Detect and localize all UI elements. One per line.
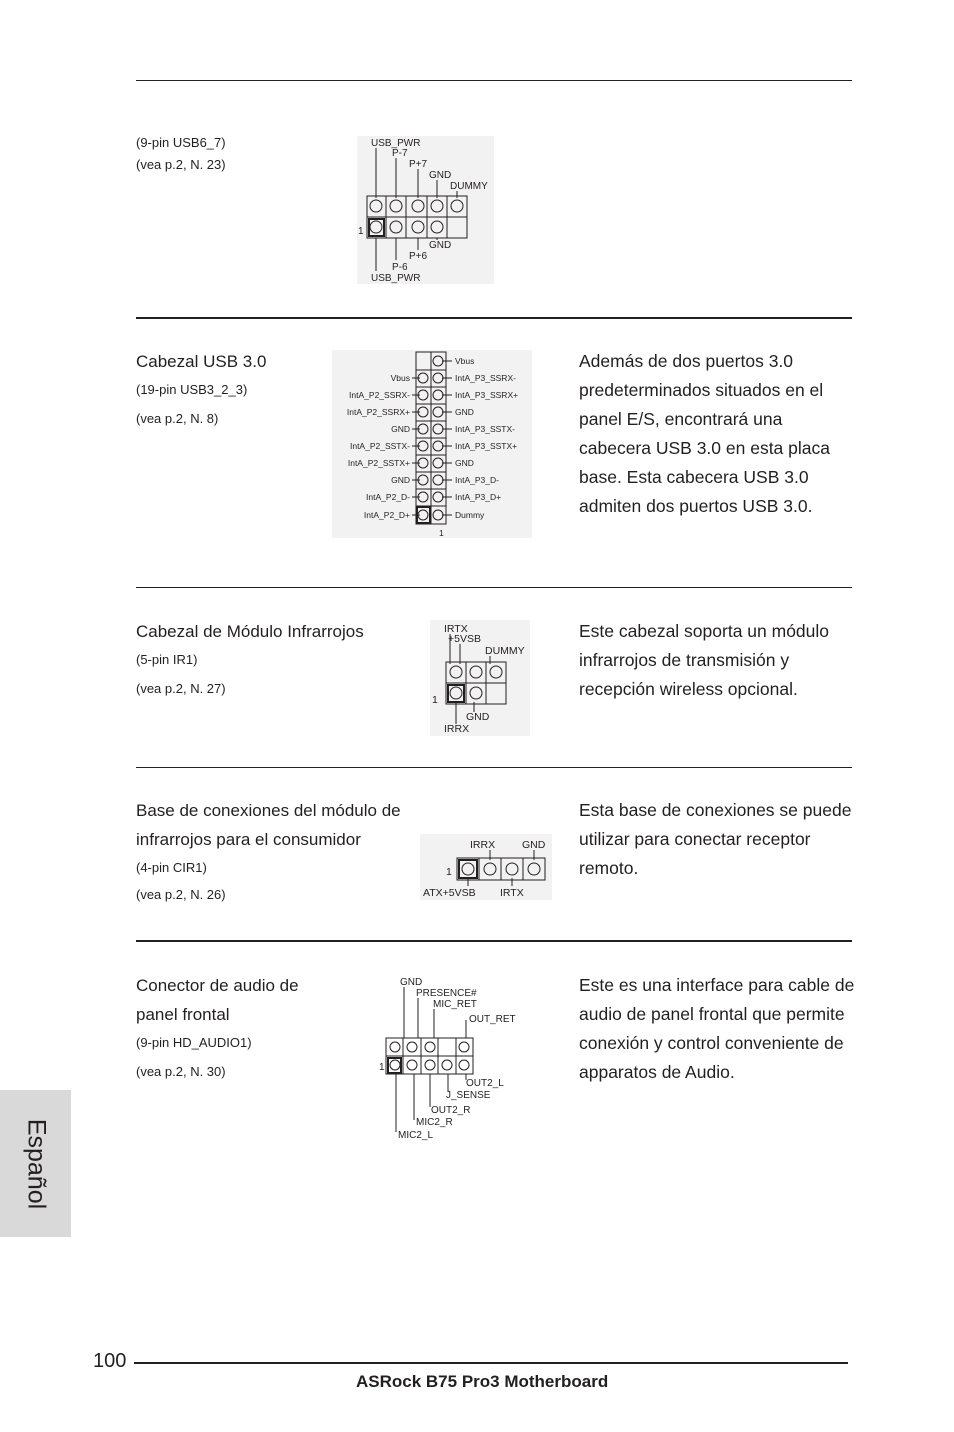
section-divider-2	[136, 587, 852, 588]
ir-pin-spec: (5-pin IR1)	[136, 652, 198, 667]
usb3-title: Cabezal USB 3.0	[136, 352, 267, 371]
cir-label-atx5vsb: ATX+5VSB	[423, 887, 476, 899]
usb2-label-p6-minus: P-6	[392, 262, 408, 273]
audio-label-mic-ret: MIC_RET	[433, 999, 477, 1010]
usb3-left-label-6: IntA_P2_SSTX+	[347, 458, 410, 468]
audio-label-out2-l: OUT2_L	[466, 1078, 504, 1089]
language-side-tab	[0, 1090, 71, 1237]
audio-pin-spec: (9-pin HD_AUDIO1)	[136, 1035, 252, 1050]
usb3-left-label-8: IntA_P2_D-	[366, 492, 410, 502]
usb3-right-label-7: GND	[455, 458, 474, 468]
section-divider-1	[136, 317, 852, 319]
page-number: 100	[93, 1350, 127, 1372]
usb3-right-label-3: IntA_P3_SSRX+	[455, 390, 519, 400]
usb2-label-gnd-top: GND	[429, 170, 452, 181]
ir-ref: (vea p.2, N. 27)	[136, 681, 226, 696]
usb3-right-label-1: Vbus	[455, 356, 475, 366]
footer-rule	[134, 1362, 848, 1364]
usb3-right-label-8: IntA_P3_D-	[455, 475, 499, 485]
ir-description: Este cabezal soporta un módulo infrarrojos de transmisión y recepción wireless opcional.	[579, 621, 830, 699]
usb3-left-label-9: IntA_P2_D+	[363, 510, 410, 520]
usb3-left-label-1: Vbus	[390, 373, 410, 383]
audio-ref: (vea p.2, N. 30)	[136, 1064, 226, 1079]
cir-label-gnd: GND	[522, 839, 546, 851]
audio-description: Este es una interface para cable de audio de panel frontal que permite conexión y control conveniente de apparatos de Audio.	[579, 975, 855, 1082]
cir-pin-diagram	[420, 834, 552, 900]
ir-label-gnd: GND	[466, 711, 490, 723]
usb2-label-usb-pwr-top: USB_PWR	[371, 138, 421, 149]
usb3-right-label-2: IntA_P3_SSRX-	[455, 373, 516, 383]
cir-title: Base de conexiones del módulo de infrarrojos para el consumidor	[136, 801, 401, 849]
usb2-label-gnd-bottom: GND	[429, 240, 452, 251]
cir-ref: (vea p.2, N. 26)	[136, 887, 226, 902]
usb3-description: Además de dos puertos 3.0 predeterminados situados en el panel E/S, encontrará una cabecera USB 3.0 en esta placa base. Esta cabecera USB 3.0 admiten dos puertos USB 3.0.	[579, 351, 830, 516]
usb3-left-label-4: GND	[391, 424, 410, 434]
audio-label-mic2-r: MIC2_R	[416, 1117, 453, 1128]
usb3-left-label-5: IntA_P2_SSTX-	[349, 441, 410, 451]
audio-label-gnd: GND	[400, 977, 423, 988]
usb3-pin1-label: 1	[439, 528, 444, 538]
ir-label-dummy: DUMMY	[485, 645, 525, 657]
ir-pin1-label: 1	[432, 694, 438, 706]
usb2-label-dummy: DUMMY	[450, 181, 488, 192]
usb2-label-p7-plus: P+7	[409, 159, 428, 170]
ir-label-irrx: IRRX	[444, 723, 470, 735]
cir-label-irtx: IRTX	[500, 887, 524, 899]
language-tab-label: Español	[22, 1118, 50, 1209]
footer-title: ASRock B75 Pro3 Motherboard	[356, 1372, 609, 1391]
usb2-pin-spec: (9-pin USB6_7)	[136, 135, 226, 150]
usb3-left-label-3: IntA_P2_SSRX+	[346, 407, 410, 417]
top-rule	[136, 80, 852, 81]
ir-label-irtx: IRTX	[444, 623, 468, 635]
cir-pin-spec: (4-pin CIR1)	[136, 860, 207, 875]
usb2-ref: (vea p.2, N. 23)	[136, 157, 226, 172]
ir-title: Cabezal de Módulo Infrarrojos	[136, 622, 364, 641]
audio-pin1-label: 1	[379, 1062, 385, 1073]
usb3-right-label-9: IntA_P3_D+	[455, 492, 502, 502]
audio-label-out-ret: OUT_RET	[469, 1014, 516, 1025]
usb2-pin-diagram	[357, 136, 494, 284]
usb3-pin-diagram	[332, 350, 532, 538]
usb3-right-label-10: Dummy	[455, 510, 485, 520]
audio-title: Conector de audio de panel frontal	[136, 976, 299, 1024]
ir-pin-diagram	[430, 620, 530, 736]
usb3-pin-spec: (19-pin USB3_2_3)	[136, 382, 248, 397]
audio-pin-diagram	[378, 974, 518, 1142]
usb3-left-label-2: IntA_P2_SSRX-	[349, 390, 410, 400]
audio-label-presence: PRESENCE#	[416, 988, 477, 999]
usb3-left-label-7: GND	[391, 475, 410, 485]
ir-label-5vsb: +5VSB	[448, 633, 481, 645]
usb3-right-label-5: IntA_P3_SSTX-	[455, 424, 516, 434]
section-divider-3	[136, 767, 852, 768]
usb3-right-label-4: GND	[455, 407, 474, 417]
usb2-label-p6-plus: P+6	[409, 251, 428, 262]
section-divider-4	[136, 940, 852, 942]
cir-pin1-label: 1	[446, 866, 452, 878]
usb2-pin1-label: 1	[358, 226, 364, 237]
usb2-label-p7-minus: P-7	[392, 148, 408, 159]
audio-label-mic2-l: MIC2_L	[398, 1130, 434, 1141]
usb3-right-label-6: IntA_P3_SSTX+	[455, 441, 518, 451]
cir-description: Esta base de conexiones se puede utilizar para conectar receptor remoto.	[579, 800, 852, 878]
audio-label-j-sense: J_SENSE	[446, 1090, 491, 1101]
audio-label-out2-r: OUT2_R	[431, 1105, 471, 1116]
usb3-ref: (vea p.2, N. 8)	[136, 411, 219, 426]
cir-label-irrx: IRRX	[470, 839, 496, 851]
usb2-label-usb-pwr-bottom: USB_PWR	[371, 273, 421, 284]
